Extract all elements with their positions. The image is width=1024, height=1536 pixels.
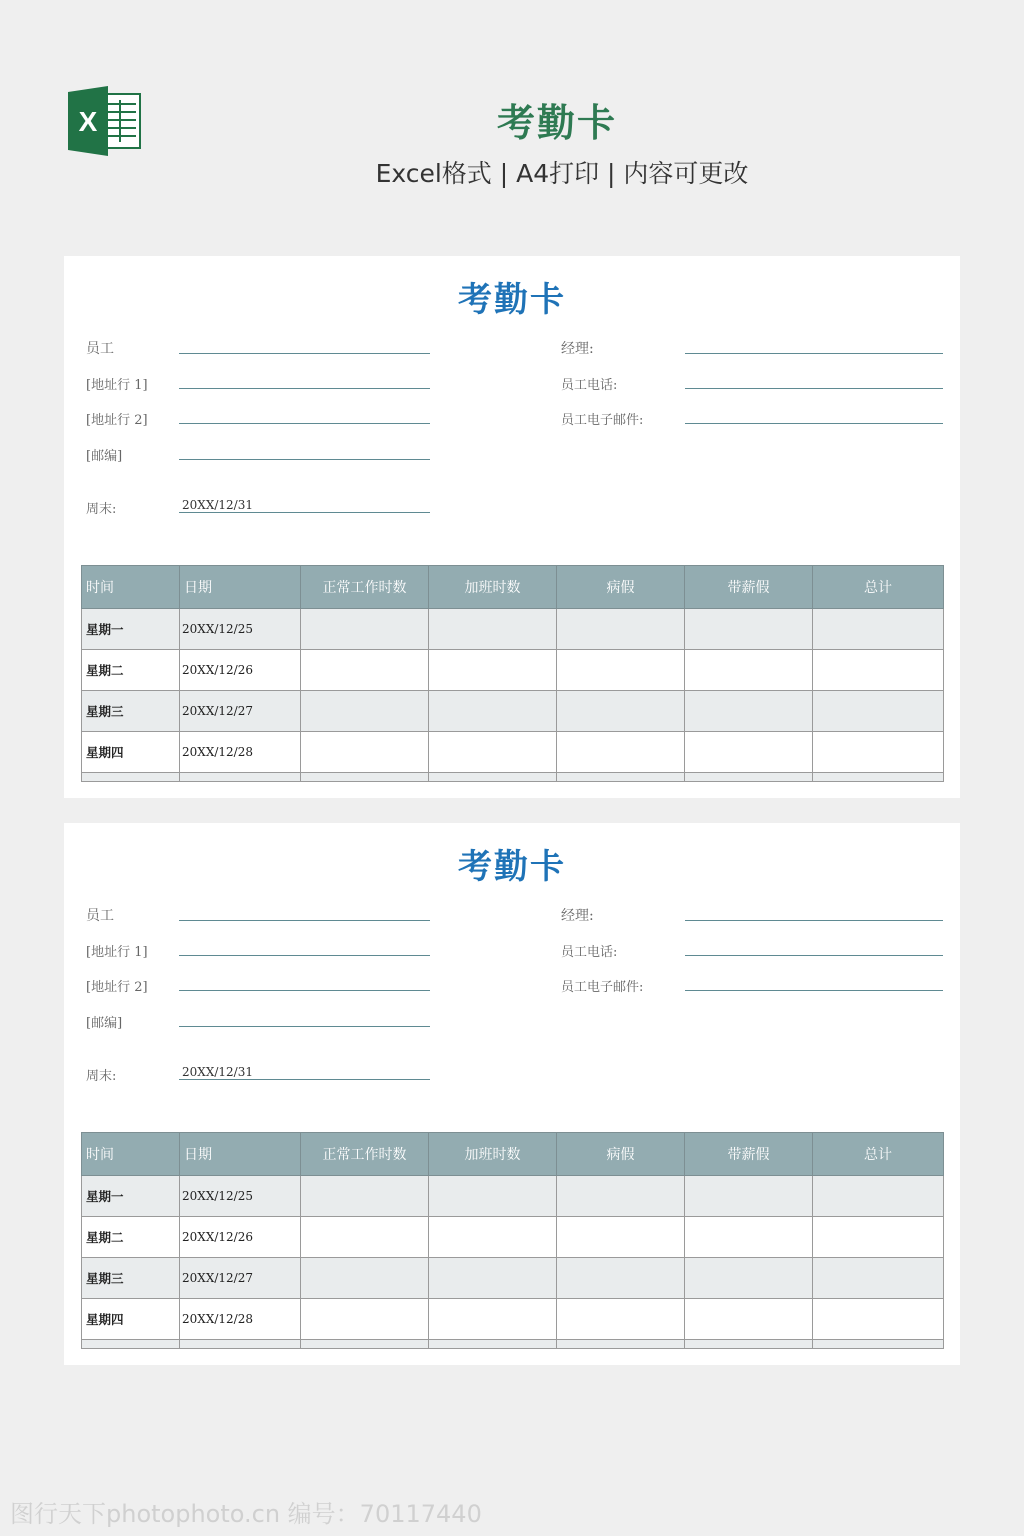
date-cell: 20XX/12/26 <box>180 1217 301 1258</box>
paid-leave-cell[interactable] <box>685 1217 813 1258</box>
address2-label: [地址行 2] <box>86 413 148 428</box>
day-cell: 星期四 <box>82 1299 180 1340</box>
employee-label: 员工 <box>86 908 114 924</box>
address1-field[interactable] <box>179 955 430 956</box>
sick-leave-cell[interactable] <box>557 1258 685 1299</box>
day-cell: 星期一 <box>82 609 180 650</box>
email-field[interactable] <box>685 990 943 991</box>
paid-leave-cell[interactable] <box>685 1299 813 1340</box>
date-cell: 20XX/12/28 <box>180 1299 301 1340</box>
manager-label: 经理: <box>561 341 594 357</box>
col-sick-leave: 病假 <box>557 1133 685 1176</box>
employee-field[interactable] <box>179 353 430 354</box>
col-regular-hours: 正常工作时数 <box>301 566 429 609</box>
overtime-cell[interactable] <box>429 650 557 691</box>
zipcode-field[interactable] <box>179 1026 430 1027</box>
overtime-cell[interactable] <box>429 609 557 650</box>
address2-field[interactable] <box>179 990 430 991</box>
address1-field[interactable] <box>179 388 430 389</box>
zipcode-field[interactable] <box>179 459 430 460</box>
zipcode-label: [邮编] <box>86 449 123 464</box>
email-label: 员工电子邮件: <box>561 413 644 428</box>
table-row-partial <box>82 773 944 782</box>
regular-hours-cell[interactable] <box>301 650 429 691</box>
phone-field[interactable] <box>685 388 943 389</box>
regular-hours-cell[interactable] <box>301 609 429 650</box>
col-total: 总计 <box>813 1133 944 1176</box>
col-time: 时间 <box>82 1133 180 1176</box>
sick-leave-cell[interactable] <box>557 1176 685 1217</box>
timecard-title: 考勤卡 <box>458 847 566 887</box>
regular-hours-cell[interactable] <box>301 1299 429 1340</box>
col-total: 总计 <box>813 566 944 609</box>
week-end-label: 周末: <box>86 502 117 517</box>
svg-text:X: X <box>78 106 98 137</box>
table-row <box>82 1258 944 1299</box>
table-row <box>82 1217 944 1258</box>
phone-field[interactable] <box>685 955 943 956</box>
week-end-field[interactable] <box>179 1079 430 1080</box>
overtime-cell[interactable] <box>429 691 557 732</box>
total-cell[interactable] <box>813 691 944 732</box>
page-subtitle: Excel格式 | A4打印 | 内容可更改 <box>375 159 749 188</box>
table-header-row <box>82 1133 944 1176</box>
date-cell: 20XX/12/28 <box>180 732 301 773</box>
date-cell: 20XX/12/27 <box>180 691 301 732</box>
total-cell[interactable] <box>813 1217 944 1258</box>
table-row <box>82 609 944 650</box>
table-row <box>82 1299 944 1340</box>
total-cell[interactable] <box>813 1258 944 1299</box>
sick-leave-cell[interactable] <box>557 1299 685 1340</box>
total-cell[interactable] <box>813 732 944 773</box>
table-row <box>82 650 944 691</box>
manager-label: 经理: <box>561 908 594 924</box>
timecard-sheet-2 <box>64 823 960 1365</box>
table-row <box>82 691 944 732</box>
overtime-cell[interactable] <box>429 1217 557 1258</box>
col-paid-leave: 带薪假 <box>685 1133 813 1176</box>
day-cell: 星期一 <box>82 1176 180 1217</box>
day-cell: 星期三 <box>82 691 180 732</box>
timecard-sheet-1 <box>64 256 960 798</box>
manager-field[interactable] <box>685 920 943 921</box>
overtime-cell[interactable] <box>429 1258 557 1299</box>
paid-leave-cell[interactable] <box>685 609 813 650</box>
day-cell: 星期二 <box>82 1217 180 1258</box>
col-time: 时间 <box>82 566 180 609</box>
employee-field[interactable] <box>179 920 430 921</box>
regular-hours-cell[interactable] <box>301 691 429 732</box>
total-cell[interactable] <box>813 1176 944 1217</box>
week-end-value: 20XX/12/31 <box>182 498 253 512</box>
day-cell: 星期二 <box>82 650 180 691</box>
col-date: 日期 <box>180 566 301 609</box>
watermark-text: 图行天下photophoto.cn 编号：70117440 <box>10 1500 482 1528</box>
total-cell[interactable] <box>813 609 944 650</box>
zipcode-label: [邮编] <box>86 1016 123 1031</box>
phone-label: 员工电话: <box>561 378 618 393</box>
overtime-cell[interactable] <box>429 732 557 773</box>
date-cell: 20XX/12/26 <box>180 650 301 691</box>
regular-hours-cell[interactable] <box>301 1258 429 1299</box>
date-cell: 20XX/12/27 <box>180 1258 301 1299</box>
regular-hours-cell[interactable] <box>301 1217 429 1258</box>
week-end-value: 20XX/12/31 <box>182 1065 253 1079</box>
week-end-field[interactable] <box>179 512 430 513</box>
email-field[interactable] <box>685 423 943 424</box>
overtime-cell[interactable] <box>429 1299 557 1340</box>
sick-leave-cell[interactable] <box>557 732 685 773</box>
total-cell[interactable] <box>813 1299 944 1340</box>
regular-hours-cell[interactable] <box>301 1176 429 1217</box>
sick-leave-cell[interactable] <box>557 650 685 691</box>
table-row <box>82 732 944 773</box>
col-regular-hours: 正常工作时数 <box>301 1133 429 1176</box>
address2-label: [地址行 2] <box>86 980 148 995</box>
paid-leave-cell[interactable] <box>685 1176 813 1217</box>
total-cell[interactable] <box>813 650 944 691</box>
table-row <box>82 1176 944 1217</box>
paid-leave-cell[interactable] <box>685 732 813 773</box>
email-label: 员工电子邮件: <box>561 980 644 995</box>
paid-leave-cell[interactable] <box>685 650 813 691</box>
address1-label: [地址行 1] <box>86 945 148 960</box>
paid-leave-cell[interactable] <box>685 1258 813 1299</box>
paid-leave-cell[interactable] <box>685 691 813 732</box>
sick-leave-cell[interactable] <box>557 691 685 732</box>
col-overtime-hours: 加班时数 <box>429 566 557 609</box>
col-overtime-hours: 加班时数 <box>429 1133 557 1176</box>
overtime-cell[interactable] <box>429 1176 557 1217</box>
phone-label: 员工电话: <box>561 945 618 960</box>
col-sick-leave: 病假 <box>557 566 685 609</box>
page-title: 考勤卡 <box>496 101 617 145</box>
day-cell: 星期四 <box>82 732 180 773</box>
regular-hours-cell[interactable] <box>301 732 429 773</box>
manager-field[interactable] <box>685 353 943 354</box>
date-cell: 20XX/12/25 <box>180 1176 301 1217</box>
address1-label: [地址行 1] <box>86 378 148 393</box>
table-row-partial <box>82 1340 944 1349</box>
address2-field[interactable] <box>179 423 430 424</box>
timecard-table <box>81 565 944 782</box>
sick-leave-cell[interactable] <box>557 1217 685 1258</box>
week-end-label: 周末: <box>86 1069 117 1084</box>
date-cell: 20XX/12/25 <box>180 609 301 650</box>
sick-leave-cell[interactable] <box>557 609 685 650</box>
timecard-title: 考勤卡 <box>458 280 566 320</box>
col-paid-leave: 带薪假 <box>685 566 813 609</box>
col-date: 日期 <box>180 1133 301 1176</box>
table-header-row <box>82 566 944 609</box>
employee-label: 员工 <box>86 341 114 357</box>
timecard-table <box>81 1132 944 1349</box>
day-cell: 星期三 <box>82 1258 180 1299</box>
